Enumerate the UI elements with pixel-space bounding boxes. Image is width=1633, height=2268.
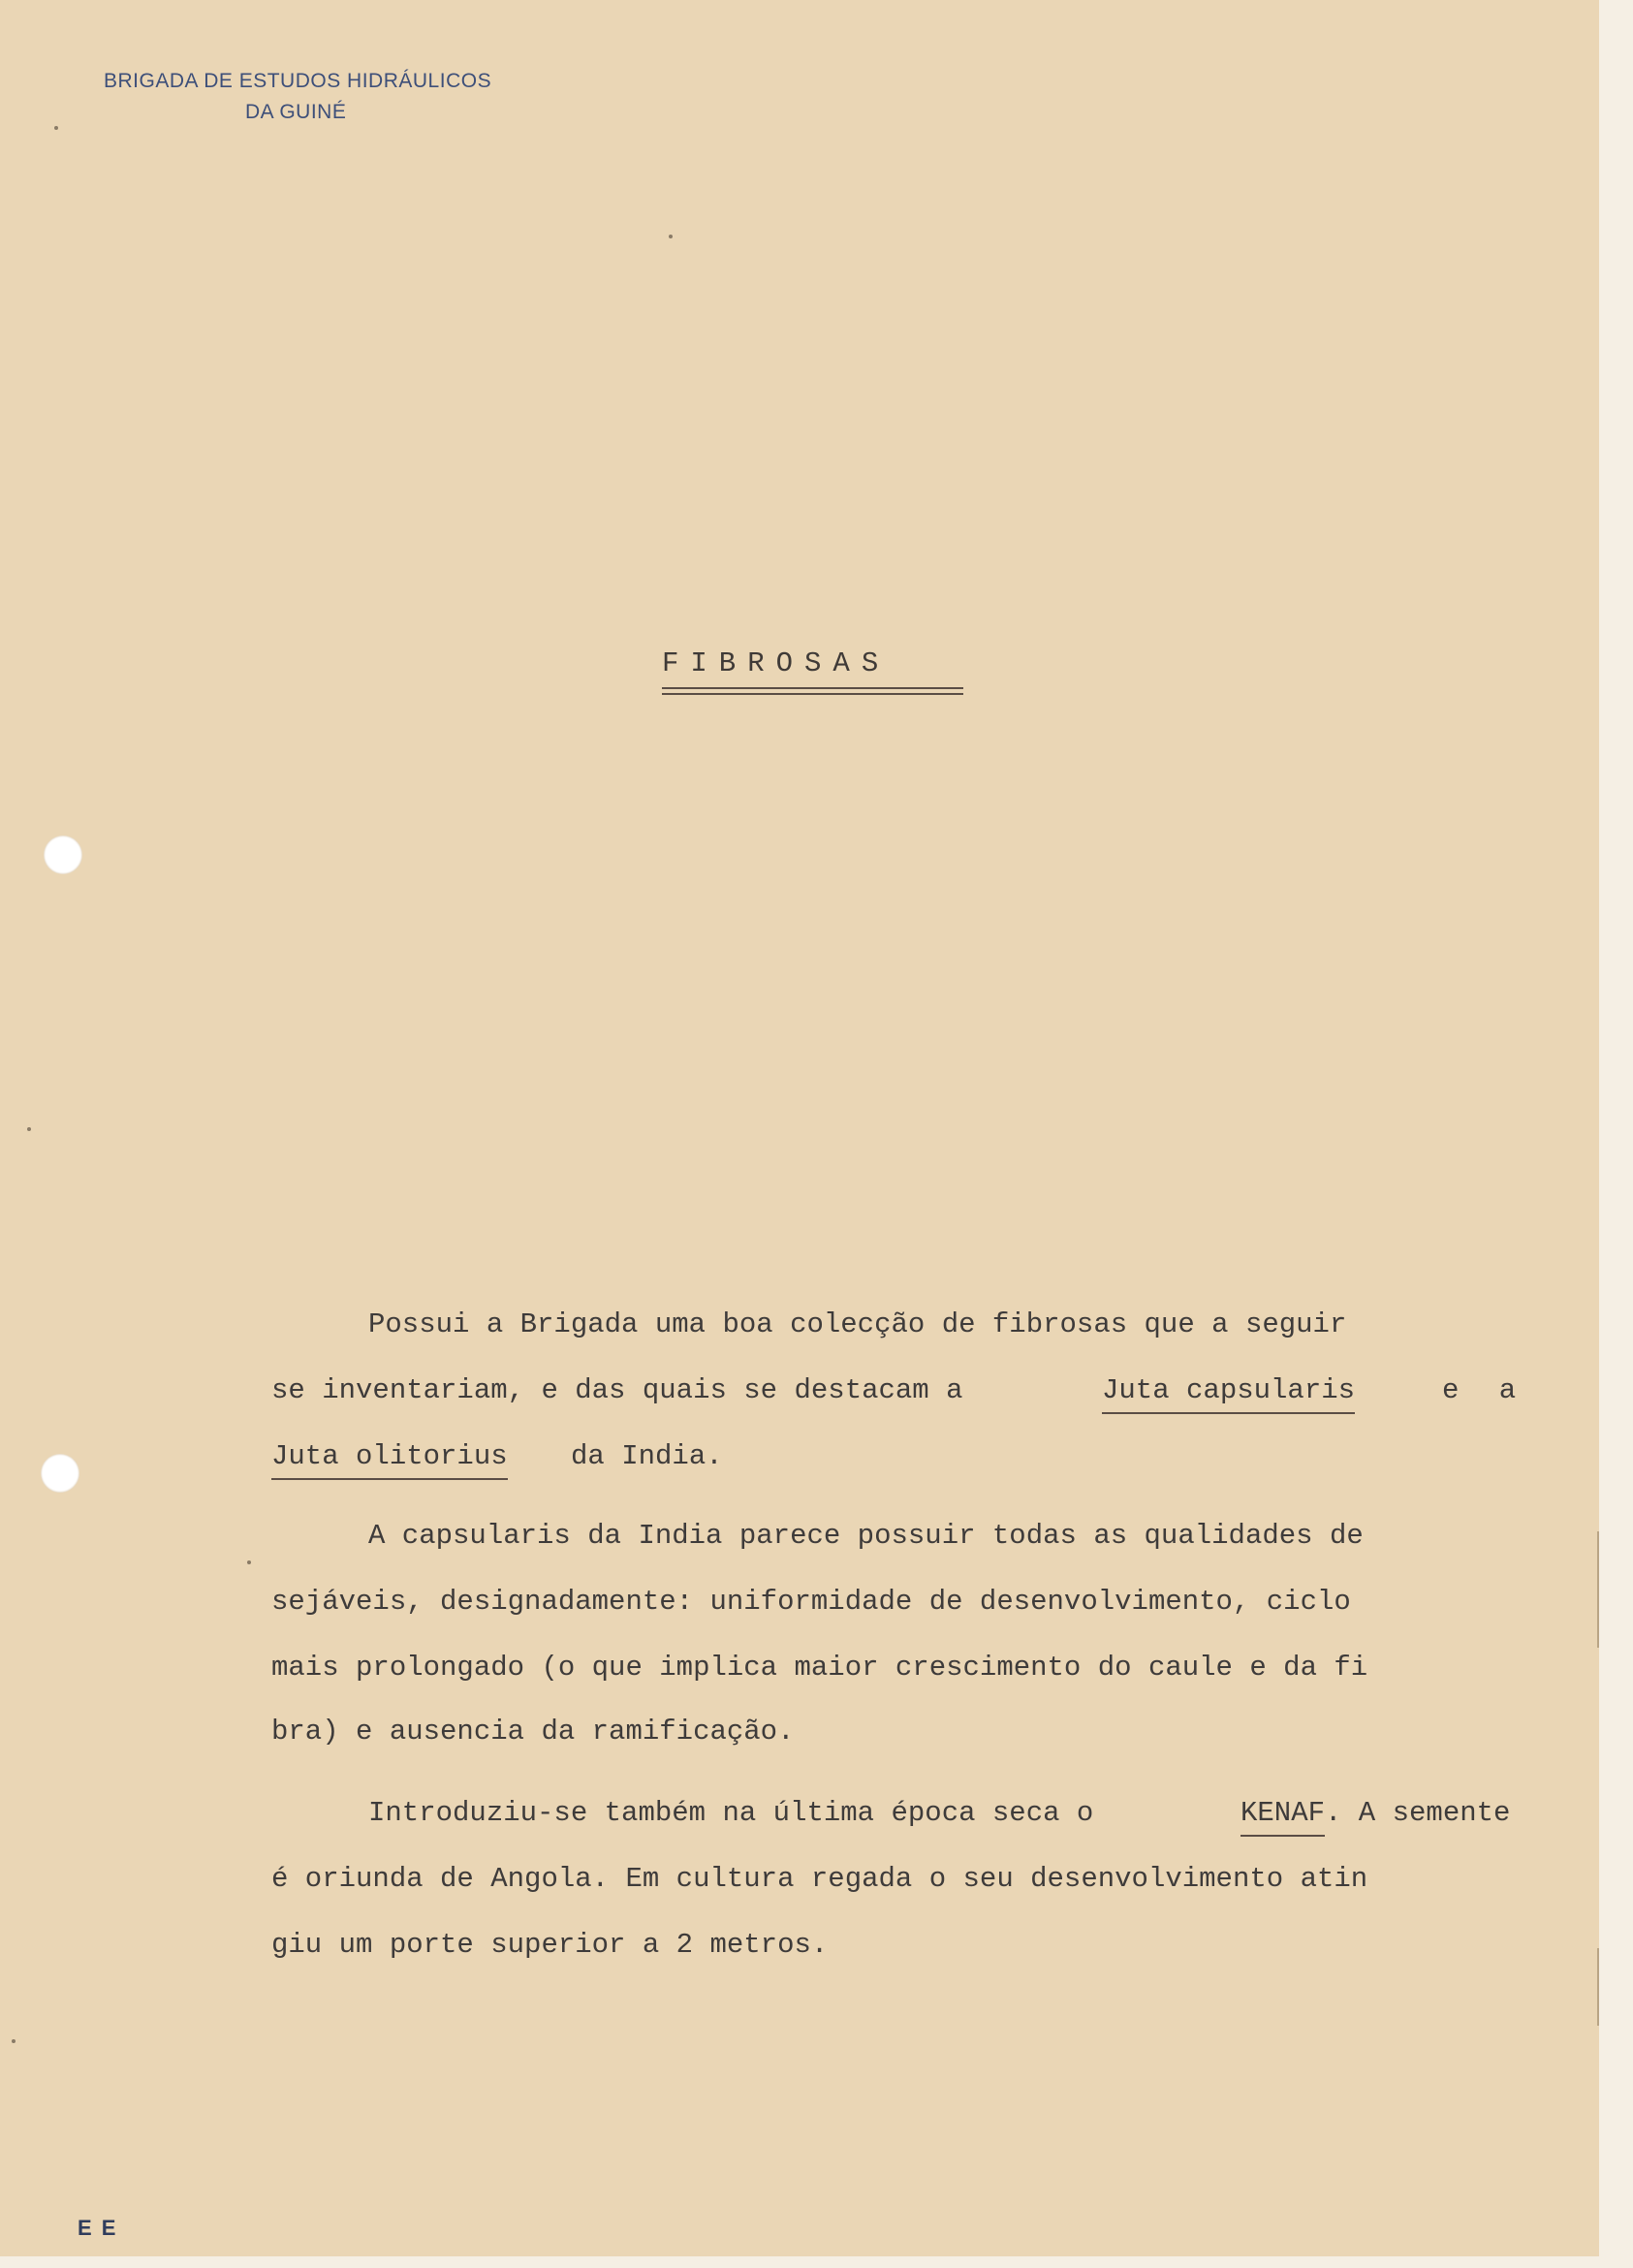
species-juta-olitorius: Juta olitorius [271,1440,508,1480]
paragraph-3-line-3: giu um porte superior a 2 metros. [271,1929,829,1961]
letterhead-line-1: BRIGADA DE ESTUDOS HIDRÁULICOS [104,70,492,92]
letterhead-line-2: DA GUINÉ [245,101,347,123]
paragraph-3-line-1: Introduziu-se também na última época seca o [368,1797,1094,1829]
species-juta-capsularis: Juta capsularis [1102,1374,1355,1414]
paragraph-3-line-2: é oriunda de Angola. Em cultura regada o seu desenvolvimento atin [271,1863,1368,1895]
title-underline-2 [662,693,963,695]
paragraph-1-line-3: da India. [571,1440,723,1472]
paragraph-3-line-1-end: . A semente [1325,1797,1511,1829]
species-kenaf: KENAF [1240,1797,1325,1837]
page-title: FIBROSAS [662,647,891,679]
punch-hole-bottom [41,1454,79,1493]
paper-edge-bottom [0,2256,1633,2268]
paragraph-1-connector: e a [1442,1374,1517,1406]
paper-speck [247,1560,251,1564]
title-underline-1 [662,687,963,689]
paper-speck [54,126,58,130]
paragraph-1-line-2: se inventariam, e das quais se destacam a [271,1374,963,1406]
margin-mark [1597,1948,1599,2026]
paragraph-2-line-2: sejáveis, designadamente: uniformidade de desenvolvimento, ciclo [271,1586,1351,1618]
paragraph-2-line-1: A capsularis da India parece possuir todas as qualidades de [368,1520,1364,1552]
paper-speck [669,235,673,238]
paper-speck [27,1127,31,1131]
paragraph-2-line-4: bra) e ausencia da ramificação. [271,1716,795,1748]
paragraph-2-line-3: mais prolongado (o que implica maior crescimento do caule e da fi [271,1652,1368,1684]
paper-edge-right [1599,0,1633,2268]
paragraph-1-line-1: Possui a Brigada uma boa colecção de fibrosas que a seguir [368,1308,1347,1340]
margin-mark [1597,1531,1599,1648]
punch-hole-top [44,835,82,874]
letterhead [104,66,491,128]
footer-mark: E E [78,2216,118,2240]
paper-speck [12,2039,16,2043]
